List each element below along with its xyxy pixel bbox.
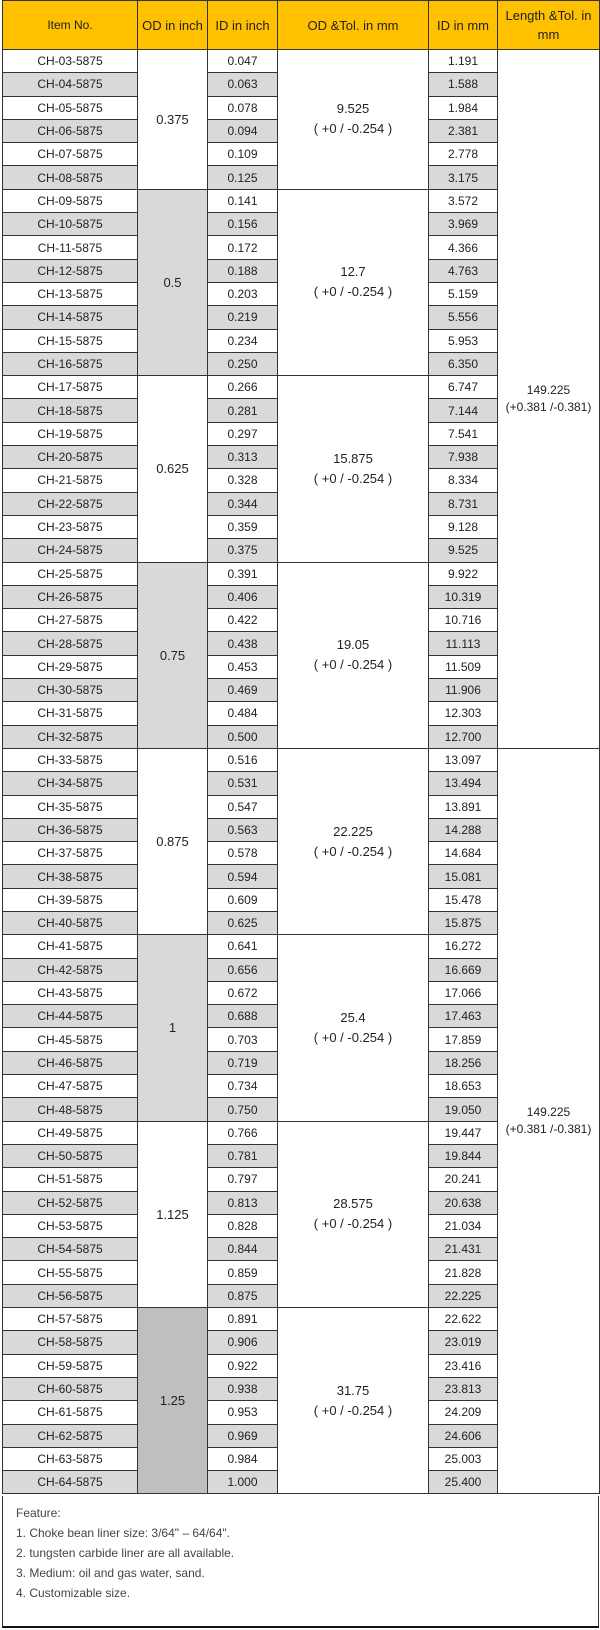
id-inch-cell: 0.484: [208, 702, 278, 725]
id-inch-cell: 0.313: [208, 446, 278, 469]
id-mm-cell: 5.953: [429, 329, 498, 352]
id-mm-cell: 7.144: [429, 399, 498, 422]
id-mm-cell: 11.906: [429, 679, 498, 702]
od-tol-mm-cell: [278, 562, 429, 748]
id-inch-cell: 0.500: [208, 725, 278, 748]
item-no-cell: CH-17-5875: [3, 376, 138, 399]
od-tol-mm-cell: [278, 1121, 429, 1307]
id-mm-cell: 22.225: [429, 1284, 498, 1307]
id-mm-cell: 3.969: [429, 213, 498, 236]
id-inch-cell: 0.750: [208, 1098, 278, 1121]
id-mm-cell: 7.541: [429, 422, 498, 445]
id-inch-cell: 0.906: [208, 1331, 278, 1354]
item-no-cell: CH-46-5875: [3, 1051, 138, 1074]
id-inch-cell: 0.109: [208, 143, 278, 166]
item-no-cell: CH-12-5875: [3, 259, 138, 282]
id-mm-cell: 21.431: [429, 1238, 498, 1261]
id-inch-cell: 0.703: [208, 1028, 278, 1051]
item-no-cell: CH-03-5875: [3, 50, 138, 73]
id-mm-cell: 9.922: [429, 562, 498, 585]
item-no-cell: CH-37-5875: [3, 842, 138, 865]
item-no-cell: CH-38-5875: [3, 865, 138, 888]
length-tol-cell: [498, 748, 600, 1494]
header-id-mm: ID in mm: [429, 1, 498, 50]
item-no-cell: CH-49-5875: [3, 1121, 138, 1144]
id-inch-cell: 0.719: [208, 1051, 278, 1074]
id-mm-cell: 1.191: [429, 50, 498, 73]
id-inch-cell: 0.938: [208, 1377, 278, 1400]
od-tol-mm-cell: [278, 376, 429, 562]
item-no-cell: CH-47-5875: [3, 1075, 138, 1098]
id-inch-cell: 0.875: [208, 1284, 278, 1307]
od-mm-value: 9.525: [336, 101, 370, 117]
id-mm-cell: 16.272: [429, 935, 498, 958]
id-inch-cell: 0.734: [208, 1075, 278, 1098]
item-no-cell: CH-42-5875: [3, 958, 138, 981]
id-inch-cell: 0.172: [208, 236, 278, 259]
id-inch-cell: 0.469: [208, 679, 278, 702]
id-inch-cell: 0.047: [208, 50, 278, 73]
od-mm-value: 28.575: [333, 1196, 373, 1212]
id-inch-cell: 0.344: [208, 492, 278, 515]
id-mm-cell: 14.288: [429, 818, 498, 841]
item-no-cell: CH-51-5875: [3, 1168, 138, 1191]
id-inch-cell: 1.000: [208, 1471, 278, 1494]
id-mm-cell: 11.509: [429, 655, 498, 678]
item-no-cell: CH-23-5875: [3, 515, 138, 538]
id-inch-cell: 0.984: [208, 1447, 278, 1470]
id-inch-cell: 0.375: [208, 539, 278, 562]
id-mm-cell: 4.763: [429, 259, 498, 282]
id-inch-cell: 0.969: [208, 1424, 278, 1447]
id-mm-cell: 22.622: [429, 1308, 498, 1331]
item-no-cell: CH-07-5875: [3, 143, 138, 166]
feature-title: Feature:: [16, 1506, 61, 1520]
length-value: 149.225: [526, 1105, 571, 1120]
id-inch-cell: 0.922: [208, 1354, 278, 1377]
feature-item: 2. tungsten carbide liner are all available.: [16, 1546, 235, 1560]
id-mm-cell: 6.350: [429, 352, 498, 375]
id-mm-cell: 15.875: [429, 911, 498, 934]
id-inch-cell: 0.781: [208, 1144, 278, 1167]
id-mm-cell: 2.778: [429, 143, 498, 166]
id-mm-cell: 3.175: [429, 166, 498, 189]
item-no-cell: CH-26-5875: [3, 585, 138, 608]
header-od-inch: OD in inch: [138, 1, 208, 50]
id-mm-cell: 19.447: [429, 1121, 498, 1144]
id-inch-cell: 0.609: [208, 888, 278, 911]
id-inch-cell: 0.766: [208, 1121, 278, 1144]
id-inch-cell: 0.438: [208, 632, 278, 655]
feature-item: 3. Medium: oil and gas water, sand.: [16, 1566, 205, 1580]
id-mm-cell: 25.400: [429, 1471, 498, 1494]
id-mm-cell: 18.256: [429, 1051, 498, 1074]
id-inch-cell: 0.406: [208, 585, 278, 608]
item-no-cell: CH-53-5875: [3, 1214, 138, 1237]
item-no-cell: CH-43-5875: [3, 981, 138, 1004]
id-mm-cell: 21.034: [429, 1214, 498, 1237]
item-no-cell: CH-30-5875: [3, 679, 138, 702]
length-tolerance: (+0.381 /-0.381): [505, 399, 592, 414]
id-mm-cell: 10.319: [429, 585, 498, 608]
item-no-cell: CH-24-5875: [3, 539, 138, 562]
id-inch-cell: 0.219: [208, 306, 278, 329]
id-inch-cell: 0.063: [208, 73, 278, 96]
item-no-cell: CH-29-5875: [3, 655, 138, 678]
od-mm-value: 31.75: [336, 1382, 370, 1398]
item-no-cell: CH-14-5875: [3, 306, 138, 329]
header-item-no: Item No.: [3, 1, 138, 50]
id-mm-cell: 11.113: [429, 632, 498, 655]
id-mm-cell: 19.050: [429, 1098, 498, 1121]
id-inch-cell: 0.625: [208, 911, 278, 934]
item-no-cell: CH-64-5875: [3, 1471, 138, 1494]
od-inch-cell: 0.625: [138, 376, 208, 562]
header-id-inch: ID in inch: [208, 1, 278, 50]
item-no-cell: CH-15-5875: [3, 329, 138, 352]
id-inch-cell: 0.359: [208, 515, 278, 538]
item-no-cell: CH-25-5875: [3, 562, 138, 585]
item-no-cell: CH-16-5875: [3, 352, 138, 375]
id-inch-cell: 0.516: [208, 748, 278, 771]
id-inch-cell: 0.188: [208, 259, 278, 282]
id-inch-cell: 0.281: [208, 399, 278, 422]
od-inch-cell: 0.5: [138, 189, 208, 375]
item-no-cell: CH-11-5875: [3, 236, 138, 259]
id-mm-cell: 4.366: [429, 236, 498, 259]
id-mm-cell: 1.588: [429, 73, 498, 96]
item-no-cell: CH-54-5875: [3, 1238, 138, 1261]
id-inch-cell: 0.156: [208, 213, 278, 236]
id-inch-cell: 0.125: [208, 166, 278, 189]
id-inch-cell: 0.531: [208, 772, 278, 795]
item-no-cell: CH-39-5875: [3, 888, 138, 911]
item-no-cell: CH-34-5875: [3, 772, 138, 795]
id-mm-cell: 1.984: [429, 96, 498, 119]
od-tol-mm-cell: [278, 50, 429, 190]
id-mm-cell: 12.303: [429, 702, 498, 725]
id-mm-cell: 20.638: [429, 1191, 498, 1214]
id-inch-cell: 0.234: [208, 329, 278, 352]
id-mm-cell: 24.606: [429, 1424, 498, 1447]
feature-notes: [2, 1496, 599, 1628]
item-no-cell: CH-36-5875: [3, 818, 138, 841]
item-no-cell: CH-63-5875: [3, 1447, 138, 1470]
item-no-cell: CH-06-5875: [3, 119, 138, 142]
id-mm-cell: 2.381: [429, 119, 498, 142]
choke-bean-spec-table: [2, 0, 600, 1494]
id-inch-cell: 0.688: [208, 1005, 278, 1028]
od-mm-value: 25.4: [340, 1009, 366, 1025]
item-no-cell: CH-18-5875: [3, 399, 138, 422]
item-no-cell: CH-32-5875: [3, 725, 138, 748]
item-no-cell: CH-52-5875: [3, 1191, 138, 1214]
length-tol-cell: [498, 50, 600, 749]
item-no-cell: CH-55-5875: [3, 1261, 138, 1284]
od-tolerance: ( +0 / -0.254 ): [313, 843, 393, 859]
id-mm-cell: 25.003: [429, 1447, 498, 1470]
id-inch-cell: 0.844: [208, 1238, 278, 1261]
item-no-cell: CH-61-5875: [3, 1401, 138, 1424]
id-inch-cell: 0.563: [208, 818, 278, 841]
item-no-cell: CH-62-5875: [3, 1424, 138, 1447]
id-inch-cell: 0.453: [208, 655, 278, 678]
length-value: 149.225: [526, 382, 571, 397]
id-inch-cell: 0.578: [208, 842, 278, 865]
id-inch-cell: 0.891: [208, 1308, 278, 1331]
item-no-cell: CH-19-5875: [3, 422, 138, 445]
feature-item: 4. Customizable size.: [16, 1586, 131, 1600]
id-mm-cell: 23.813: [429, 1377, 498, 1400]
id-inch-cell: 0.797: [208, 1168, 278, 1191]
id-inch-cell: 0.391: [208, 562, 278, 585]
id-inch-cell: 0.859: [208, 1261, 278, 1284]
od-inch-cell: 1.25: [138, 1308, 208, 1494]
id-mm-cell: 16.669: [429, 958, 498, 981]
item-no-cell: CH-27-5875: [3, 609, 138, 632]
od-tolerance: ( +0 / -0.254 ): [313, 657, 393, 673]
id-mm-cell: 17.066: [429, 981, 498, 1004]
item-no-cell: CH-05-5875: [3, 96, 138, 119]
header-od-tol-mm: OD &Tol. in mm: [278, 1, 429, 50]
item-no-cell: CH-10-5875: [3, 213, 138, 236]
id-inch-cell: 0.203: [208, 282, 278, 305]
od-tol-mm-cell: [278, 1308, 429, 1494]
od-mm-value: 22.225: [333, 823, 373, 839]
id-mm-cell: 19.844: [429, 1144, 498, 1167]
od-tolerance: ( +0 / -0.254 ): [313, 1029, 393, 1045]
item-no-cell: CH-22-5875: [3, 492, 138, 515]
od-inch-cell: 0.875: [138, 748, 208, 934]
table-row: [3, 748, 600, 771]
item-no-cell: CH-28-5875: [3, 632, 138, 655]
id-mm-cell: 15.081: [429, 865, 498, 888]
id-mm-cell: 17.463: [429, 1005, 498, 1028]
id-mm-cell: 9.128: [429, 515, 498, 538]
od-tolerance: ( +0 / -0.254 ): [313, 470, 393, 486]
item-no-cell: CH-31-5875: [3, 702, 138, 725]
id-mm-cell: 15.478: [429, 888, 498, 911]
od-tolerance: ( +0 / -0.254 ): [313, 121, 393, 137]
id-inch-cell: 0.594: [208, 865, 278, 888]
item-no-cell: CH-33-5875: [3, 748, 138, 771]
id-mm-cell: 8.334: [429, 469, 498, 492]
id-mm-cell: 8.731: [429, 492, 498, 515]
item-no-cell: CH-48-5875: [3, 1098, 138, 1121]
od-tolerance: ( +0 / -0.254 ): [313, 1216, 393, 1232]
id-inch-cell: 0.641: [208, 935, 278, 958]
id-mm-cell: 9.525: [429, 539, 498, 562]
id-mm-cell: 10.716: [429, 609, 498, 632]
item-no-cell: CH-57-5875: [3, 1308, 138, 1331]
id-inch-cell: 0.422: [208, 609, 278, 632]
id-mm-cell: 23.416: [429, 1354, 498, 1377]
od-mm-value: 19.05: [336, 637, 370, 653]
id-inch-cell: 0.813: [208, 1191, 278, 1214]
id-mm-cell: 5.159: [429, 282, 498, 305]
item-no-cell: CH-41-5875: [3, 935, 138, 958]
item-no-cell: CH-35-5875: [3, 795, 138, 818]
length-tolerance: (+0.381 /-0.381): [505, 1122, 592, 1137]
id-inch-cell: 0.078: [208, 96, 278, 119]
item-no-cell: CH-45-5875: [3, 1028, 138, 1051]
item-no-cell: CH-44-5875: [3, 1005, 138, 1028]
id-mm-cell: 23.019: [429, 1331, 498, 1354]
od-tol-mm-cell: [278, 748, 429, 934]
item-no-cell: CH-20-5875: [3, 446, 138, 469]
id-inch-cell: 0.328: [208, 469, 278, 492]
od-tol-mm-cell: [278, 935, 429, 1121]
item-no-cell: CH-56-5875: [3, 1284, 138, 1307]
id-inch-cell: 0.297: [208, 422, 278, 445]
id-inch-cell: 0.250: [208, 352, 278, 375]
id-mm-cell: 12.700: [429, 725, 498, 748]
item-no-cell: CH-08-5875: [3, 166, 138, 189]
id-mm-cell: 7.938: [429, 446, 498, 469]
item-no-cell: CH-50-5875: [3, 1144, 138, 1167]
id-mm-cell: 18.653: [429, 1075, 498, 1098]
header-length-tol-mm: Length &Tol. in mm: [498, 1, 600, 50]
od-tolerance: ( +0 / -0.254 ): [313, 1402, 393, 1418]
id-mm-cell: 3.572: [429, 189, 498, 212]
table-row: [3, 50, 600, 73]
id-inch-cell: 0.141: [208, 189, 278, 212]
id-mm-cell: 24.209: [429, 1401, 498, 1424]
id-inch-cell: 0.828: [208, 1214, 278, 1237]
item-no-cell: CH-21-5875: [3, 469, 138, 492]
header-row: [3, 1, 600, 50]
id-mm-cell: 13.097: [429, 748, 498, 771]
od-inch-cell: 1.125: [138, 1121, 208, 1307]
feature-item: 1. Choke bean liner size: 3/64" – 64/64".: [16, 1526, 230, 1540]
id-inch-cell: 0.266: [208, 376, 278, 399]
id-mm-cell: 14.684: [429, 842, 498, 865]
item-no-cell: CH-59-5875: [3, 1354, 138, 1377]
id-inch-cell: 0.094: [208, 119, 278, 142]
od-tol-mm-cell: [278, 189, 429, 375]
item-no-cell: CH-09-5875: [3, 189, 138, 212]
od-tolerance: ( +0 / -0.254 ): [313, 284, 393, 300]
id-mm-cell: 6.747: [429, 376, 498, 399]
item-no-cell: CH-04-5875: [3, 73, 138, 96]
id-mm-cell: 13.494: [429, 772, 498, 795]
id-inch-cell: 0.672: [208, 981, 278, 1004]
id-mm-cell: 21.828: [429, 1261, 498, 1284]
od-mm-value: 12.7: [340, 264, 366, 280]
id-inch-cell: 0.953: [208, 1401, 278, 1424]
id-mm-cell: 13.891: [429, 795, 498, 818]
item-no-cell: CH-60-5875: [3, 1377, 138, 1400]
id-mm-cell: 20.241: [429, 1168, 498, 1191]
id-mm-cell: 17.859: [429, 1028, 498, 1051]
item-no-cell: CH-13-5875: [3, 282, 138, 305]
item-no-cell: CH-40-5875: [3, 911, 138, 934]
id-mm-cell: 5.556: [429, 306, 498, 329]
od-mm-value: 15.875: [333, 450, 373, 466]
od-inch-cell: 1: [138, 935, 208, 1121]
id-inch-cell: 0.656: [208, 958, 278, 981]
od-inch-cell: 0.375: [138, 50, 208, 190]
item-no-cell: CH-58-5875: [3, 1331, 138, 1354]
id-inch-cell: 0.547: [208, 795, 278, 818]
od-inch-cell: 0.75: [138, 562, 208, 748]
